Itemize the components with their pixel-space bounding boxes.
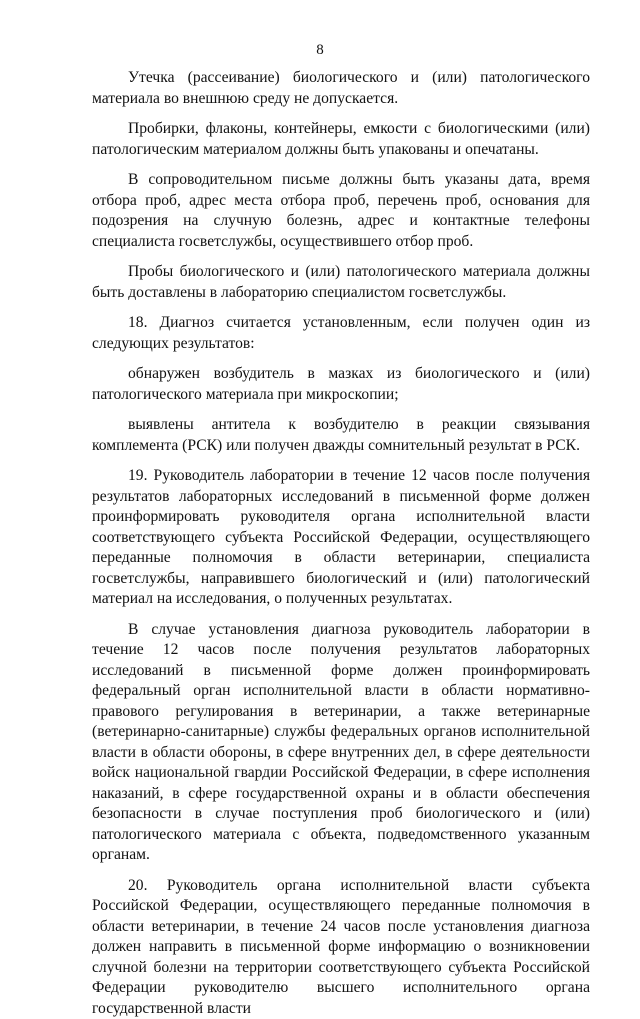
paragraph: 19. Руководитель лаборатории в течение 12 часов после получения результатов лабораторных исследований в письменной форме должен проинформировать руководителя органа исполнительной власти соответствующего субъекта Российской Федерации, осуществляющего переданные полномочия в области ветеринарии, специалиста госветслужбы, направившего биологический и (или) патологический материал на исследования, о полученных результатах.: [92, 466, 590, 610]
paragraph: Утечка (рассеивание) биологического и (или) патологического материала во внешнюю среду не допускается.: [92, 68, 590, 109]
paragraph: обнаружен возбудитель в мазках из биологического и (или) патологического материала при микроскопии;: [92, 364, 590, 405]
page-number: 8: [0, 42, 640, 59]
paragraph: 20. Руководитель органа исполнительной власти субъекта Российской Федерации, осуществляющего переданные полномочия в области ветеринарии, в течение 24 часов после установления диагноза должен направить в письменной форме информацию о возникновении случной болезни на территории соответствующего субъекта Российской Федерации руководителю высшего исполнительного органа государственной власти: [92, 876, 590, 1019]
paragraph: Пробы биологического и (или) патологического материала должны быть доставлены в лабораторию специалистом госветслужбы.: [92, 262, 590, 303]
paragraph: выявлены антитела к возбудителю в реакции связывания комплемента (РСК) или получен дважды сомнительный результат в РСК.: [92, 415, 590, 456]
paragraph: В случае установления диагноза руководитель лаборатории в течение 12 часов после получения результатов лабораторных исследований в письменной форме должен проинформировать федеральный орган исполнительной власти в области нормативно-правового регулирования в ветеринарии, а также ветеринарные (ветеринарно-санитарные) службы федеральных органов исполнительной власти в области обороны, в сфере внутренних дел, в сфере деятельности войск национальной гвардии Российской Федерации, в сфере исполнения наказаний, в сфере государственной охраны и в области обеспечения безопасности в случае поступления проб биологического и (или) патологического материала с объекта, подведомственного указанным органам.: [92, 620, 590, 866]
document-body: [92, 68, 590, 1019]
paragraph: В сопроводительном письме должны быть указаны дата, время отбора проб, адрес места отбора проб, перечень проб, основания для подозрения на случную болезнь, адрес и контактные телефоны специалиста госветслужбы, осуществившего отбор проб.: [92, 170, 590, 252]
paragraph: 18. Диагноз считается установленным, если получен один из следующих результатов:: [92, 313, 590, 354]
paragraph: Пробирки, флаконы, контейнеры, емкости с биологическими (или) патологическим материалом должны быть упакованы и опечатаны.: [92, 119, 590, 160]
